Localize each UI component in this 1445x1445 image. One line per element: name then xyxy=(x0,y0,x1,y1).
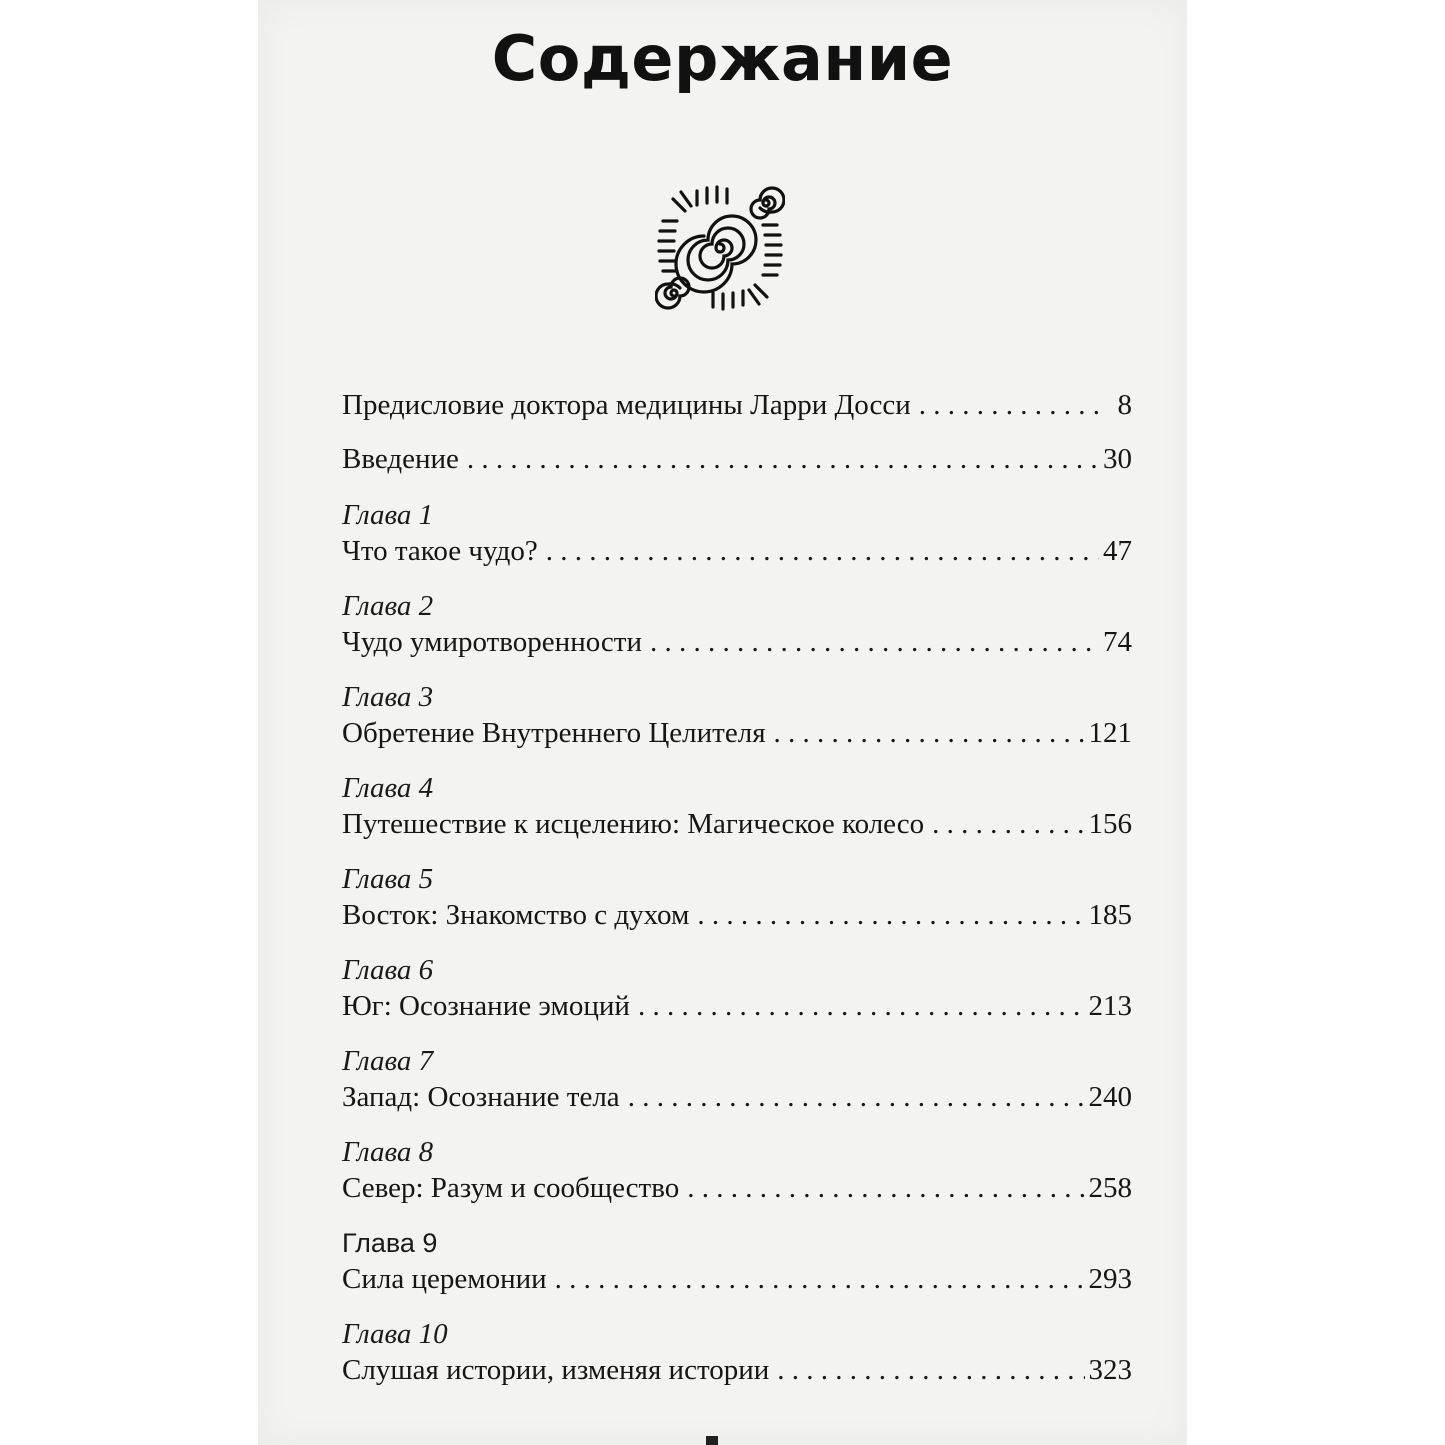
toc-entry-title: Введение xyxy=(342,443,459,475)
toc-page-number: 213 xyxy=(1088,990,1132,1022)
spiral-sun-icon xyxy=(655,183,785,313)
toc-entry-title: Слушая истории, изменяя истории xyxy=(342,1354,770,1386)
toc-entry-chapter-8[interactable] xyxy=(342,1171,1132,1205)
chapter-label: Глава 7 xyxy=(342,1045,434,1077)
dot-leader xyxy=(932,807,1084,841)
toc-page-number: 8 xyxy=(1117,389,1132,421)
chapter-label: Глава 2 xyxy=(342,590,434,622)
toc-page-number: 47 xyxy=(1103,535,1132,567)
chapter-label: Глава 9 xyxy=(342,1228,438,1258)
dot-leader xyxy=(777,1353,1084,1387)
toc-entry-title: Запад: Осознание тела xyxy=(342,1081,620,1113)
toc-entry-title: Обретение Внутреннего Целителя xyxy=(342,717,766,749)
book-page xyxy=(258,0,1187,1445)
toc-page-number: 258 xyxy=(1088,1172,1132,1204)
chapter-label: Глава 4 xyxy=(342,772,434,804)
toc-entry-title: Сила церемонии xyxy=(342,1263,547,1295)
chapter-label: Глава 8 xyxy=(342,1136,434,1168)
toc-entry-introduction[interactable] xyxy=(342,442,1132,476)
chapter-label: Глава 1 xyxy=(342,499,434,531)
toc-entry-chapter-6[interactable] xyxy=(342,989,1132,1023)
toc-page-number: 185 xyxy=(1088,899,1132,931)
toc-entry-chapter-10[interactable] xyxy=(342,1353,1132,1387)
toc-page-number: 156 xyxy=(1088,808,1132,840)
toc-page-number: 240 xyxy=(1088,1081,1132,1113)
toc-entry-title: Чудо умиротворенности xyxy=(342,626,642,658)
toc-entry-title: Что такое чудо? xyxy=(342,535,538,567)
toc-entry-chapter-2[interactable] xyxy=(342,625,1132,659)
chapter-label: Глава 6 xyxy=(342,954,434,986)
toc-entry-chapter-7[interactable] xyxy=(342,1080,1132,1114)
toc-page-number: 30 xyxy=(1103,443,1132,475)
toc-entry-chapter-4[interactable] xyxy=(342,807,1132,841)
dot-leader xyxy=(546,534,1099,568)
toc-entry-title: Север: Разум и сообщество xyxy=(342,1172,680,1204)
dot-leader xyxy=(774,716,1085,750)
dot-leader xyxy=(919,388,1100,422)
dot-leader xyxy=(687,1171,1084,1205)
toc-entry-title: Предисловие доктора медицины Ларри Досси xyxy=(342,389,911,421)
chapter-label: Глава 5 xyxy=(342,863,434,895)
toc-page-number: 121 xyxy=(1088,717,1132,749)
chapter-label: Глава 3 xyxy=(342,681,434,713)
chapter-label: Глава 10 xyxy=(342,1318,448,1350)
dot-leader xyxy=(650,625,1099,659)
page-edge-mark xyxy=(706,1436,718,1445)
toc-entry-chapter-3[interactable] xyxy=(342,716,1132,750)
toc-page-number: 323 xyxy=(1088,1354,1132,1386)
dot-leader xyxy=(555,1262,1085,1296)
toc-entry-foreword[interactable] xyxy=(342,388,1132,422)
page-title: Содержание xyxy=(491,22,954,95)
dot-leader xyxy=(628,1080,1085,1114)
toc-page-number: 293 xyxy=(1088,1263,1132,1295)
toc-entry-title: Юг: Осознание эмоций xyxy=(342,990,630,1022)
toc-page-number: 74 xyxy=(1103,626,1132,658)
toc-entry-chapter-5[interactable] xyxy=(342,898,1132,932)
toc-entry-title: Путешествие к исцелению: Магическое колесо xyxy=(342,808,925,840)
dot-leader xyxy=(467,442,1099,476)
toc-entry-chapter-9[interactable] xyxy=(342,1262,1132,1296)
dot-leader xyxy=(697,898,1084,932)
toc-entry-title: Восток: Знакомство с духом xyxy=(342,899,690,931)
toc-entry-chapter-1[interactable] xyxy=(342,534,1132,568)
dot-leader xyxy=(638,989,1085,1023)
